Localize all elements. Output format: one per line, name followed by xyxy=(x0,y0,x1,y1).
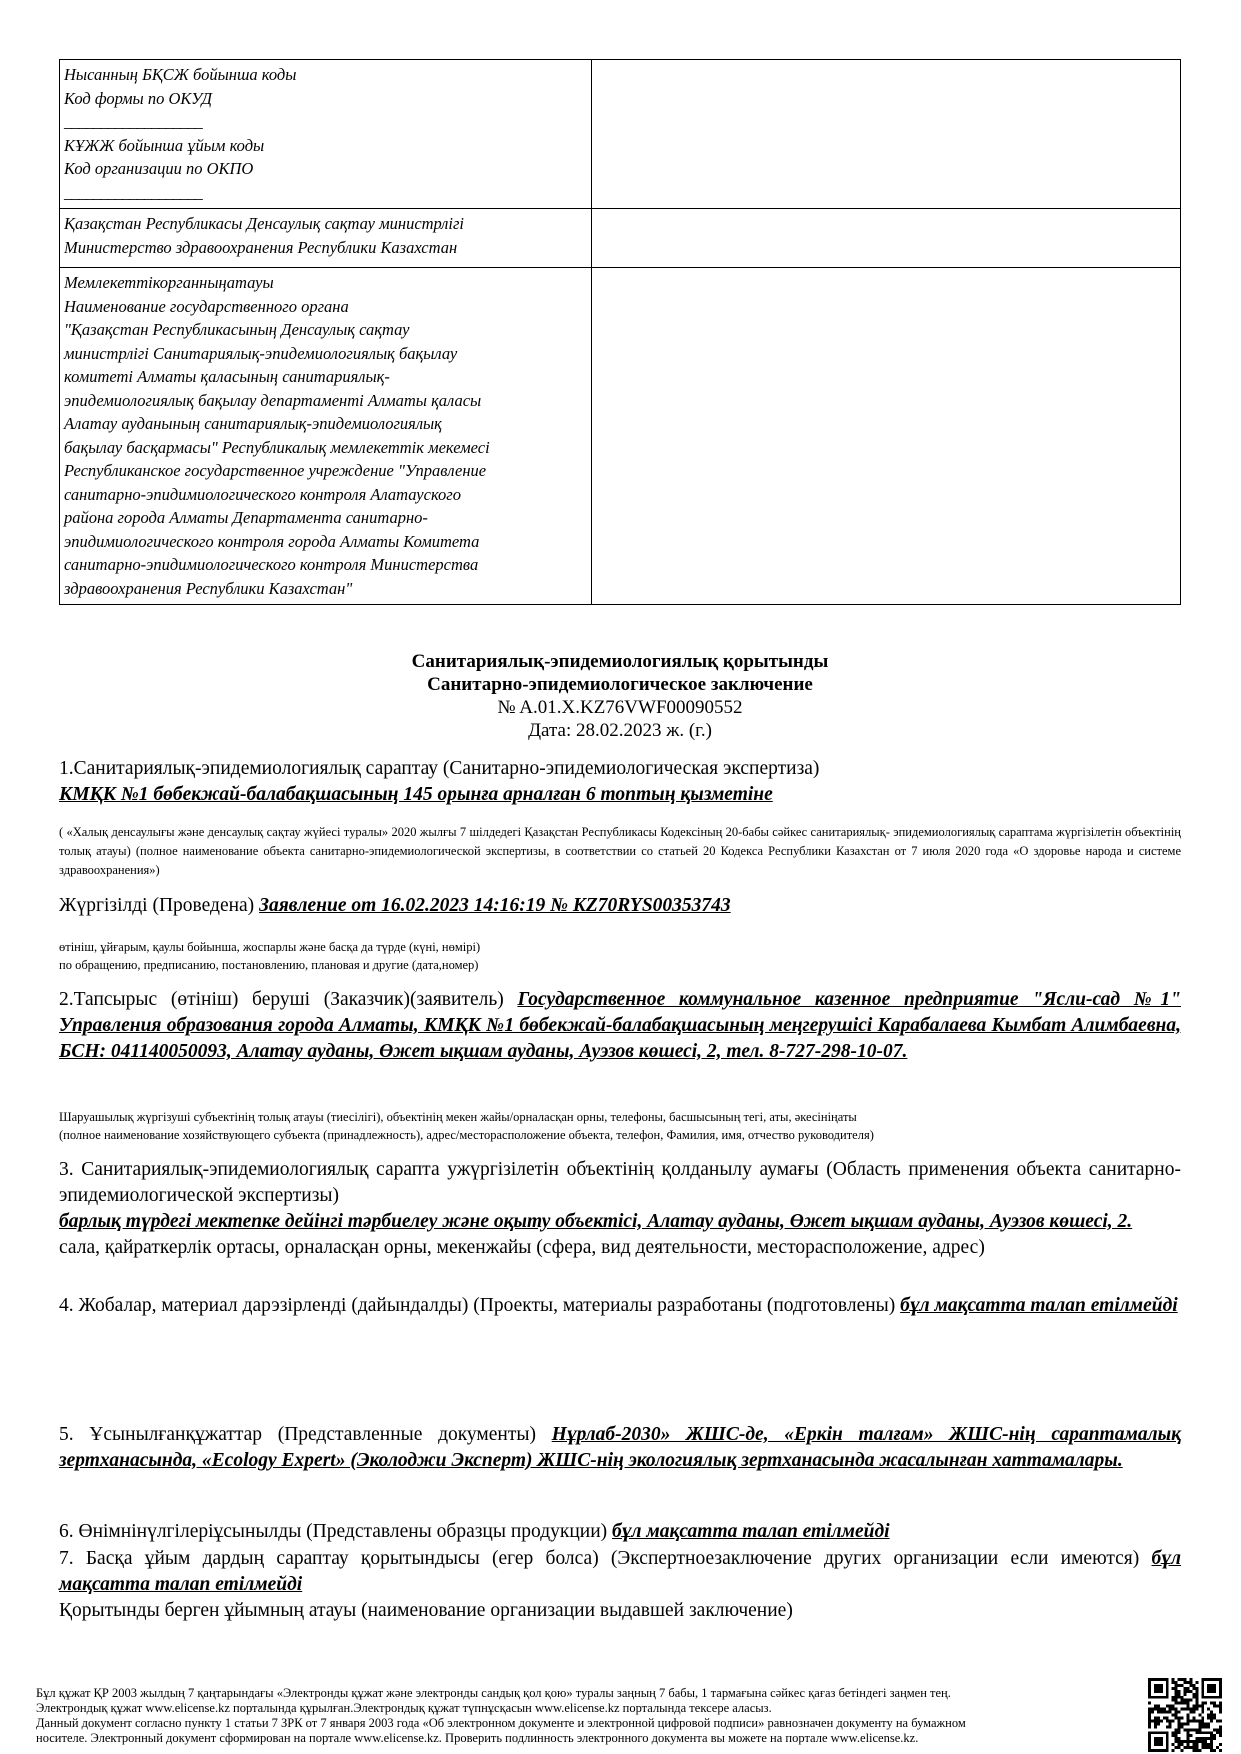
ministry-kz: Қазақстан Республикасы Денсаулық сақтау министрлігі xyxy=(64,214,464,233)
footer-notice xyxy=(36,1686,1131,1746)
form-codes-cell xyxy=(60,60,592,209)
document-number: № A.01.X.KZ76VWF00090552 xyxy=(497,697,743,718)
org-code-kz: КҰЖЖ бойынша ұйым коды xyxy=(64,135,265,155)
conducted-note-ru: по обращению, предписанию, постановлению, плановая и другие (дата,номер) xyxy=(59,958,479,972)
organ-line: комитеті Алматы қаласының санитариялық- xyxy=(64,367,390,386)
section-1 xyxy=(59,756,1181,808)
organ-line: Наименование государственного органа xyxy=(64,296,349,316)
section-1-value: КМҚК №1 бөбекжай-балабақшасының 145 орынға арналған 6 топтың қызметіне xyxy=(59,784,773,805)
section-3 xyxy=(59,1157,1181,1261)
section-6-label: 6. Өнімнінүлгілеріұсынылды (Представлены образцы продукции) xyxy=(59,1521,608,1542)
organ-line: района города Алматы Департамента санитарно- xyxy=(64,508,428,527)
conducted-row xyxy=(59,893,1181,919)
ministry-cell xyxy=(60,209,592,268)
section-3-value: барлық түрдегі мектепке дейінгі тәрбиелеу және оқыту объектісі, Алатау ауданы, Өжет ықшам ауданы, Ауэзов көшесі, 2. xyxy=(59,1211,1133,1232)
ministry-value-cell xyxy=(592,209,1181,268)
footer-line: Бұл құжат ҚР 2003 жылдың 7 қаңтарындағы «Электронды құжат және электронды сандық қол қою» туралы заңның 7 бабы, 1 тармағына сәйкес қағаз бетіндегі заңмен тең. xyxy=(36,1686,951,1700)
section-2-note xyxy=(59,1108,1181,1144)
organ-line: бақылау басқармасы" Республикалық мемлекеттік мекемесі xyxy=(64,437,490,457)
organ-line: эпидемиологиялық бақылау департаменті Алматы қаласы xyxy=(64,390,482,410)
org-code-line: ___________________ xyxy=(64,182,202,202)
section-3-label: 3. Санитариялық-эпидемиологиялық сарапта ужүргізілетін объектінің қолданылу аумағы (Область применения объекта санитарно-эпидемиологической экспертизы) xyxy=(59,1159,1181,1206)
section-6-value: бұл мақсатта талап етілмейді xyxy=(612,1521,890,1542)
section-4 xyxy=(59,1293,1181,1319)
org-code-ru: Код организации по ОКПО xyxy=(64,159,254,178)
section-2-note-kz: Шаруашылық жүргізуші субъектінің толық атауы (тиесілігі), объектінің мекен жайы/орналасқан орны, телефоны, басшысының тегі, аты, әкесініңаты xyxy=(59,1110,857,1124)
section-5 xyxy=(59,1422,1181,1474)
footer-line: Электрондық құжат www.elicense.kz порталында құрылған.Электрондық құжат түпнұсқасын www.elicense.kz порталында тексере аласыз. xyxy=(36,1701,772,1715)
document-title xyxy=(59,650,1181,742)
section-2 xyxy=(59,987,1181,1065)
organ-line: Республиканское государственное учреждение "Управление xyxy=(64,461,487,480)
section-2-note-ru: (полное наименование хозяйствующего субъекта (принадлежность), адрес/месторасположение объекта, телефон, Фамилия, имя, отчество руководителя) xyxy=(59,1128,874,1142)
section-2-value: Государственное коммунальное казенное предприятие "Ясли-сад №1" Управления образования города Алматы, КМҚК №1 бөбекжай-балабақшасының меңгерушісі Карабалаева Кымбат Алимбаевна, БСН: 041140050093, Алатау ауданы, Өжет ықшам ауданы, Ауэзов көшесі, 2, тел. 8-727-298-10-07. xyxy=(59,989,1181,1062)
organ-line: здравоохранения Республики Казахстан" xyxy=(64,578,353,598)
header-table xyxy=(59,59,1181,605)
ministry-ru: Министерство здравоохранения Республики Казахстан xyxy=(64,237,458,257)
section-5-value: Нұрлаб-2030» ЖШС-де, «Еркін талғам» ЖШС-нің сараптамалық зертханасында, «Ecology Expert» (Эколоджи Эксперт) ЖШС-нің экологиялық зертханасында жасалынған хаттамалары. xyxy=(59,1424,1182,1471)
section-7-note: Қорытынды берген ұйымның атауы (наименование организации выдавшей заключение) xyxy=(59,1600,793,1621)
section-4-value: бұл мақсатта талап етілмейді xyxy=(900,1295,1178,1316)
footer-line: носителе. Электронный документ сформирован на портале www.elicense.kz. Проверить подлинность электронного документа вы можете на портале www.elicense.kz. xyxy=(36,1731,919,1745)
conducted-note xyxy=(59,938,1181,974)
form-code-line: ___________________ xyxy=(64,112,202,131)
organ-value-cell xyxy=(592,268,1181,605)
form-codes-value-cell xyxy=(592,60,1181,209)
title-ru: Санитарно-эпидемиологическое заключение xyxy=(427,674,813,695)
footer-line: Данный документ согласно пункту 1 статьи 7 ЗРК от 7 января 2003 года «Об электронном документе и электронной цифровой подписи» равнозначен документу на бумажном xyxy=(36,1716,966,1730)
document-date: Дата: 28.02.2023 ж. (г.) xyxy=(528,720,712,741)
section-7 xyxy=(59,1546,1181,1624)
section-2-label: 2.Тапсырыс (өтініш) беруші (Заказчик)(заявитель) xyxy=(59,989,504,1010)
organ-line: эпидимиологического контроля города Алматы Комитета xyxy=(64,531,480,551)
organ-line: министрлігі Санитариялық-эпидемиологиялық бақылау xyxy=(64,343,458,363)
section-6 xyxy=(59,1519,1181,1545)
section-5-label: 5. Ұсынылғанқұжаттар (Представленные документы) xyxy=(59,1424,536,1445)
organ-cell xyxy=(60,268,592,605)
organ-line: санитарно-эпидимиологического контроля Алатауского xyxy=(64,484,461,504)
organ-line: Алатау ауданының санитариялық-эпидемиологиялық xyxy=(64,414,442,433)
organ-line: "Қазақстан Республикасының Денсаулық сақтау xyxy=(64,320,410,339)
form-code-ru: Код формы по ОКУД xyxy=(64,88,213,108)
form-code-kz: Нысанның БҚСЖ бойынша коды xyxy=(64,65,297,84)
section-3-note: сала, қайраткерлік ортасы, орналасқан орны, мекенжайы (сфера, вид деятельности, месторасположение, адрес) xyxy=(59,1237,985,1258)
organ-line: санитарно-эпидимиологического контроля Министерства xyxy=(64,555,479,574)
conducted-label: Жүргізілді (Проведена) xyxy=(59,895,255,916)
section-1-label: 1.Санитариялық-эпидемиологиялық сараптау (Санитарно-эпидемиологическая экспертиза) xyxy=(59,758,820,779)
section-7-value: бұл мақсатта талап етілмейді xyxy=(59,1548,1182,1595)
section-4-label: 4. Жобалар, материал дарэзірленді (дайындалды) (Проекты, материалы разработаны (подготовлены) xyxy=(59,1295,896,1316)
organ-line: Мемлекеттікорганныңатауы xyxy=(64,273,274,292)
conducted-note-kz: өтініш, ұйғарым, қаулы бойынша, жоспарлы және басқа да түрде (күні, нөмірі) xyxy=(59,940,481,954)
title-kz: Санитариялық-эпидемиологиялық қорытынды xyxy=(411,651,829,672)
conducted-value: Заявление от 16.02.2023 14:16:19 № KZ70RYS00353743 xyxy=(259,895,731,916)
qr-code-icon xyxy=(1148,1678,1222,1752)
section-7-label: 7. Басқа ұйым дардың сараптау қорытындысы (егер болса) (Экспертноезаключение других организации если имеются) xyxy=(59,1548,1140,1569)
section-1-note: ( «Халық денсаулығы және денсаулық сақтау жүйесі туралы» 2020 жылғы 7 шілдедегі Қазақстан Республикасы Кодексіның 20-бабы сәйкес санитариялық- эпидемиологиялық сараптама жүргізілетін объектінің толық атауы) (полное наименование объекта санитарно-эпидемиологической экспертизы, в соответствии со статьей 20 Кодекса Республики Казахстан от 7 июля 2020 года «О здоровье народа и системе здравоохранения») xyxy=(59,825,1181,877)
